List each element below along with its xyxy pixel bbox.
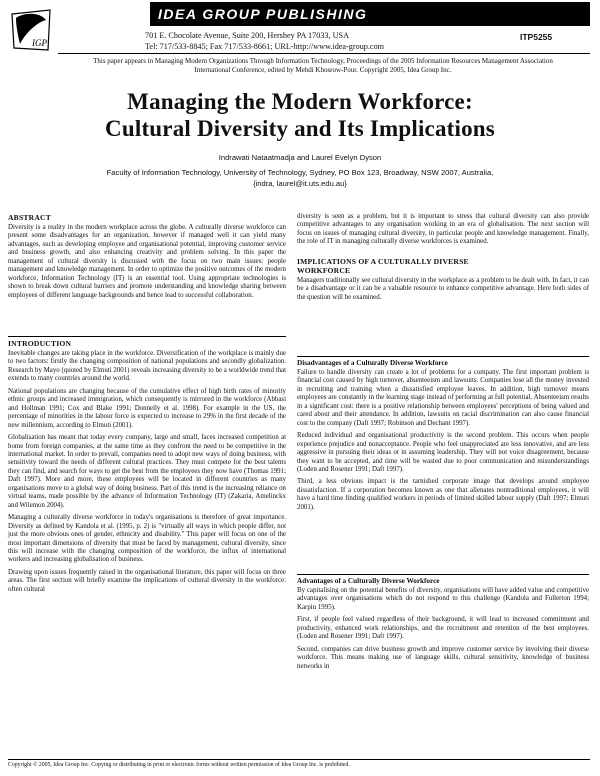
- paragraph: Managing a culturally diverse workforce in today's organisations is therefore of great importance. Diversity as defined by Kandola et al. (1995, p. 2) is "virtually all ways in which people differ, not just the more obvious ones of gender, ethnicity and disability." This paper will focus on one of the most important dimensions of diversity that must be faced by management, cultural diversity, since this will increase with the changing composition of the workforce, the influx of international workers and increasing globalisation of business.: [8, 514, 286, 564]
- paragraph: Managers traditionally see cultural diversity in the workplace as a problem to be dealt with. In fact, it can be a disadvantage or it can be a valuable resource to enhance competitive advantage. Here both sides of the question will be examined.: [297, 276, 589, 301]
- paragraph: Second, companies can drive business growth and improve customer service by involving their diverse workforce. This means making use of language skills, cultural sensitivity, knowledge of business networks in: [297, 645, 589, 670]
- section-divider: [8, 336, 286, 337]
- title-line-2: Cultural Diversity and Its Implications: [105, 116, 495, 141]
- paragraph: By capitalising on the potential benefits of diversity, organisations will have added value and competitive advantages over organisations which do not respond to this challenge (Kandola and Fullerton 1994; Karpin 1995).: [297, 587, 589, 611]
- abstract-heading: ABSTRACT: [8, 213, 51, 222]
- publisher-contact: Tel: 717/533-8845; Fax 717/533-8661; URL-http://www.idea-group.com: [145, 42, 385, 51]
- implications-heading-line-2: WORKFORCE: [297, 265, 351, 275]
- paragraph: National populations are changing because of the cumulative effect of high birth rates of minority ethnic groups and increased immigration, which consequently is mirrored in the workforce (Abbasi and Hollman 1991; Cox and Blake 1991; Donnelly et al. 1998). For example in the US, the percentage of minorities in the labour force is expected to increase to 29% in the first decade of the new millennium, according to Elmuti (2001).: [8, 387, 286, 429]
- paragraph: diversity is seen as a problem, but it is important to stress that cultural diversity can also provide competitive advantages to any organisation working in an era of globalisation. The next section will focus on issues of managing cultural diversity, in particular people and knowledge management. Finally, the role of IT in managing culturally diverse workforces is examined.: [297, 213, 589, 246]
- affiliation: [0, 168, 600, 189]
- disadvantages-section: [297, 359, 589, 516]
- paragraph: Inevitable changes are taking place in the workforce. Diversification of the workplace is mainly due to two factors: firstly the changing composition of national populations and secondly globalization. Research by Mayo (quoted by Elmuti 2001) reveals increasing diversity to be a worldwide trend that extends to many countries around the world.: [8, 350, 286, 383]
- affiliation-line: Faculty of Information Technology, University of Technology, Sydney, PO Box 123, Broadway, NSW 2007, Australia,: [106, 168, 494, 177]
- abstract-section: [8, 213, 286, 304]
- implications-heading: [297, 257, 589, 275]
- introduction-heading: INTRODUCTION: [8, 339, 72, 348]
- paragraph: Third, a less obvious impact is the tarnished corporate image that develops around employee dissatisfaction. If a corporation becomes known as one that alienates nontraditional employees, it will have a hard time finding qualified workers in periods of limited skilled labour supply (Daft 1997; Elmuti 2001).: [297, 478, 589, 511]
- advantages-heading: Advantages of a Culturally Diverse Workforce: [297, 577, 440, 585]
- section-divider: [297, 574, 589, 575]
- publication-note: This paper appears in Managing Modern Organizations Through Information Technology, Proceedings of the 2005 Information Resources Management Association International Conference, edited by Mehdi Khosrow-Pour. Copyright 2005, Idea Group Inc.: [93, 57, 553, 74]
- advantages-section: [297, 577, 589, 675]
- section-divider: [297, 356, 589, 357]
- paragraph: Reduced individual and organisational productivity is the second problem. This occurs when people experience prejudice and nonacceptance. People who feel unappreciated are less innovative, and are less aggressive in pursuing their ideas or in assuming leadership. They will not voice disagreement, because they want to be accepted, and time will be wasted due to poor communication and misunderstandings (Loden and Rosener 1991; Daft 1997).: [297, 432, 589, 473]
- publisher-name: IDEA GROUP PUBLISHING: [150, 2, 590, 26]
- publisher-logo: [10, 8, 52, 52]
- paragraph: Globalisation has meant that today every company, large and small, faces increased competition at home from foreign companies, at the same time as they confront the need to be competitive in the international market. In order to prevail, companies need to adopt new ways of doing business, with sensitivity toward the needs of different cultural practices. They must compete for the best talents they can find, and search for ways to get the best from the employees they now have (Thomas 1991; Daft 1997). More and more, these employees will be located in different countries as many organisations move to a global way of doing business. Part of this trend is the increasing reliance on virtual teams, made possible by the advance of Information Technology (IT) (Zakaria, Amelinckx and Wilemon 2004).: [8, 434, 286, 509]
- disadvantages-heading: Disadvantages of a Culturally Diverse Workforce: [297, 359, 448, 367]
- paragraph: Failure to handle diversity can create a lot of problems for a company. The first important problem is financial cost caused by high turnover, absenteeism and lawsuits. Companies lose all the money invested in recruiting and training when a dissatisfied employee leaves. In addition, high turnover means employees are constantly in the learning stage instead of performing at full potential. Absenteeism results in a significant cost: there is a positive relationship between employees' perceptions of being valued and cared about and their attendance. In addition, lawsuits on racial discrimination can also cause financial cost to the company (Daft 1997; Robinson and Dechant 1997).: [297, 369, 589, 427]
- implications-section: [297, 213, 589, 306]
- paper-title: [30, 88, 570, 142]
- paragraph: Drawing upon issues frequently raised in the organisational literature, this paper will focus on three areas. The first section will briefly examine the implications of cultural diversity in the workforce: often cultural: [8, 568, 286, 593]
- footer-divider: [8, 759, 590, 760]
- copyright-footer: Copyright © 2005, Idea Group Inc. Copying or distributing in print or electronic forms without written permission of Idea Group Inc. is prohibited.: [8, 762, 350, 768]
- abstract-text: Diversity is a reality in the modern workplace across the globe. A culturally diverse workforce can present some disadvantages for an organization, however if managed well it can yield many advantages, such as developing employee and organisational potential, improving customer service and business growth, and also enhancing creativity and problem solving. In this paper the management of cultural diversity is discussed with the focus on two main issues: people management and knowledge management. In order to optimize the positive outcomes of the modern workforce, Information Technology (IT) is an essential tool. Using appropriate technologies is shown to break down cultural barriers and promote understanding and knowledge sharing between employees of different language backgrounds and hence lead to successful collaboration.: [8, 224, 286, 299]
- paper-id: ITP5255: [520, 32, 553, 42]
- publisher-address: 701 E. Chocolate Avenue, Suite 200, Hershey PA 17033, USA: [145, 31, 349, 40]
- introduction-section: [8, 339, 286, 598]
- title-line-1: Managing the Modern Workforce:: [127, 89, 473, 114]
- authors: Indrawati Nataatmadja and Laurel Evelyn Dyson: [218, 153, 382, 162]
- implications-heading-line-1: IMPLICATIONS OF A CULTURALLY DIVERSE: [297, 256, 469, 266]
- header-divider: [58, 53, 590, 54]
- author-emails: {indra, laurel@it.uts.edu.au}: [253, 178, 347, 188]
- paragraph: First, if people feel valued regardless of their background, it will lead to increased commitment and productivity, enhanced work relationships, and the recruitment and retention of the best employees. (Loden and Rosener 1991; Daft 1997).: [297, 616, 589, 641]
- logo-text: IGP: [32, 38, 47, 48]
